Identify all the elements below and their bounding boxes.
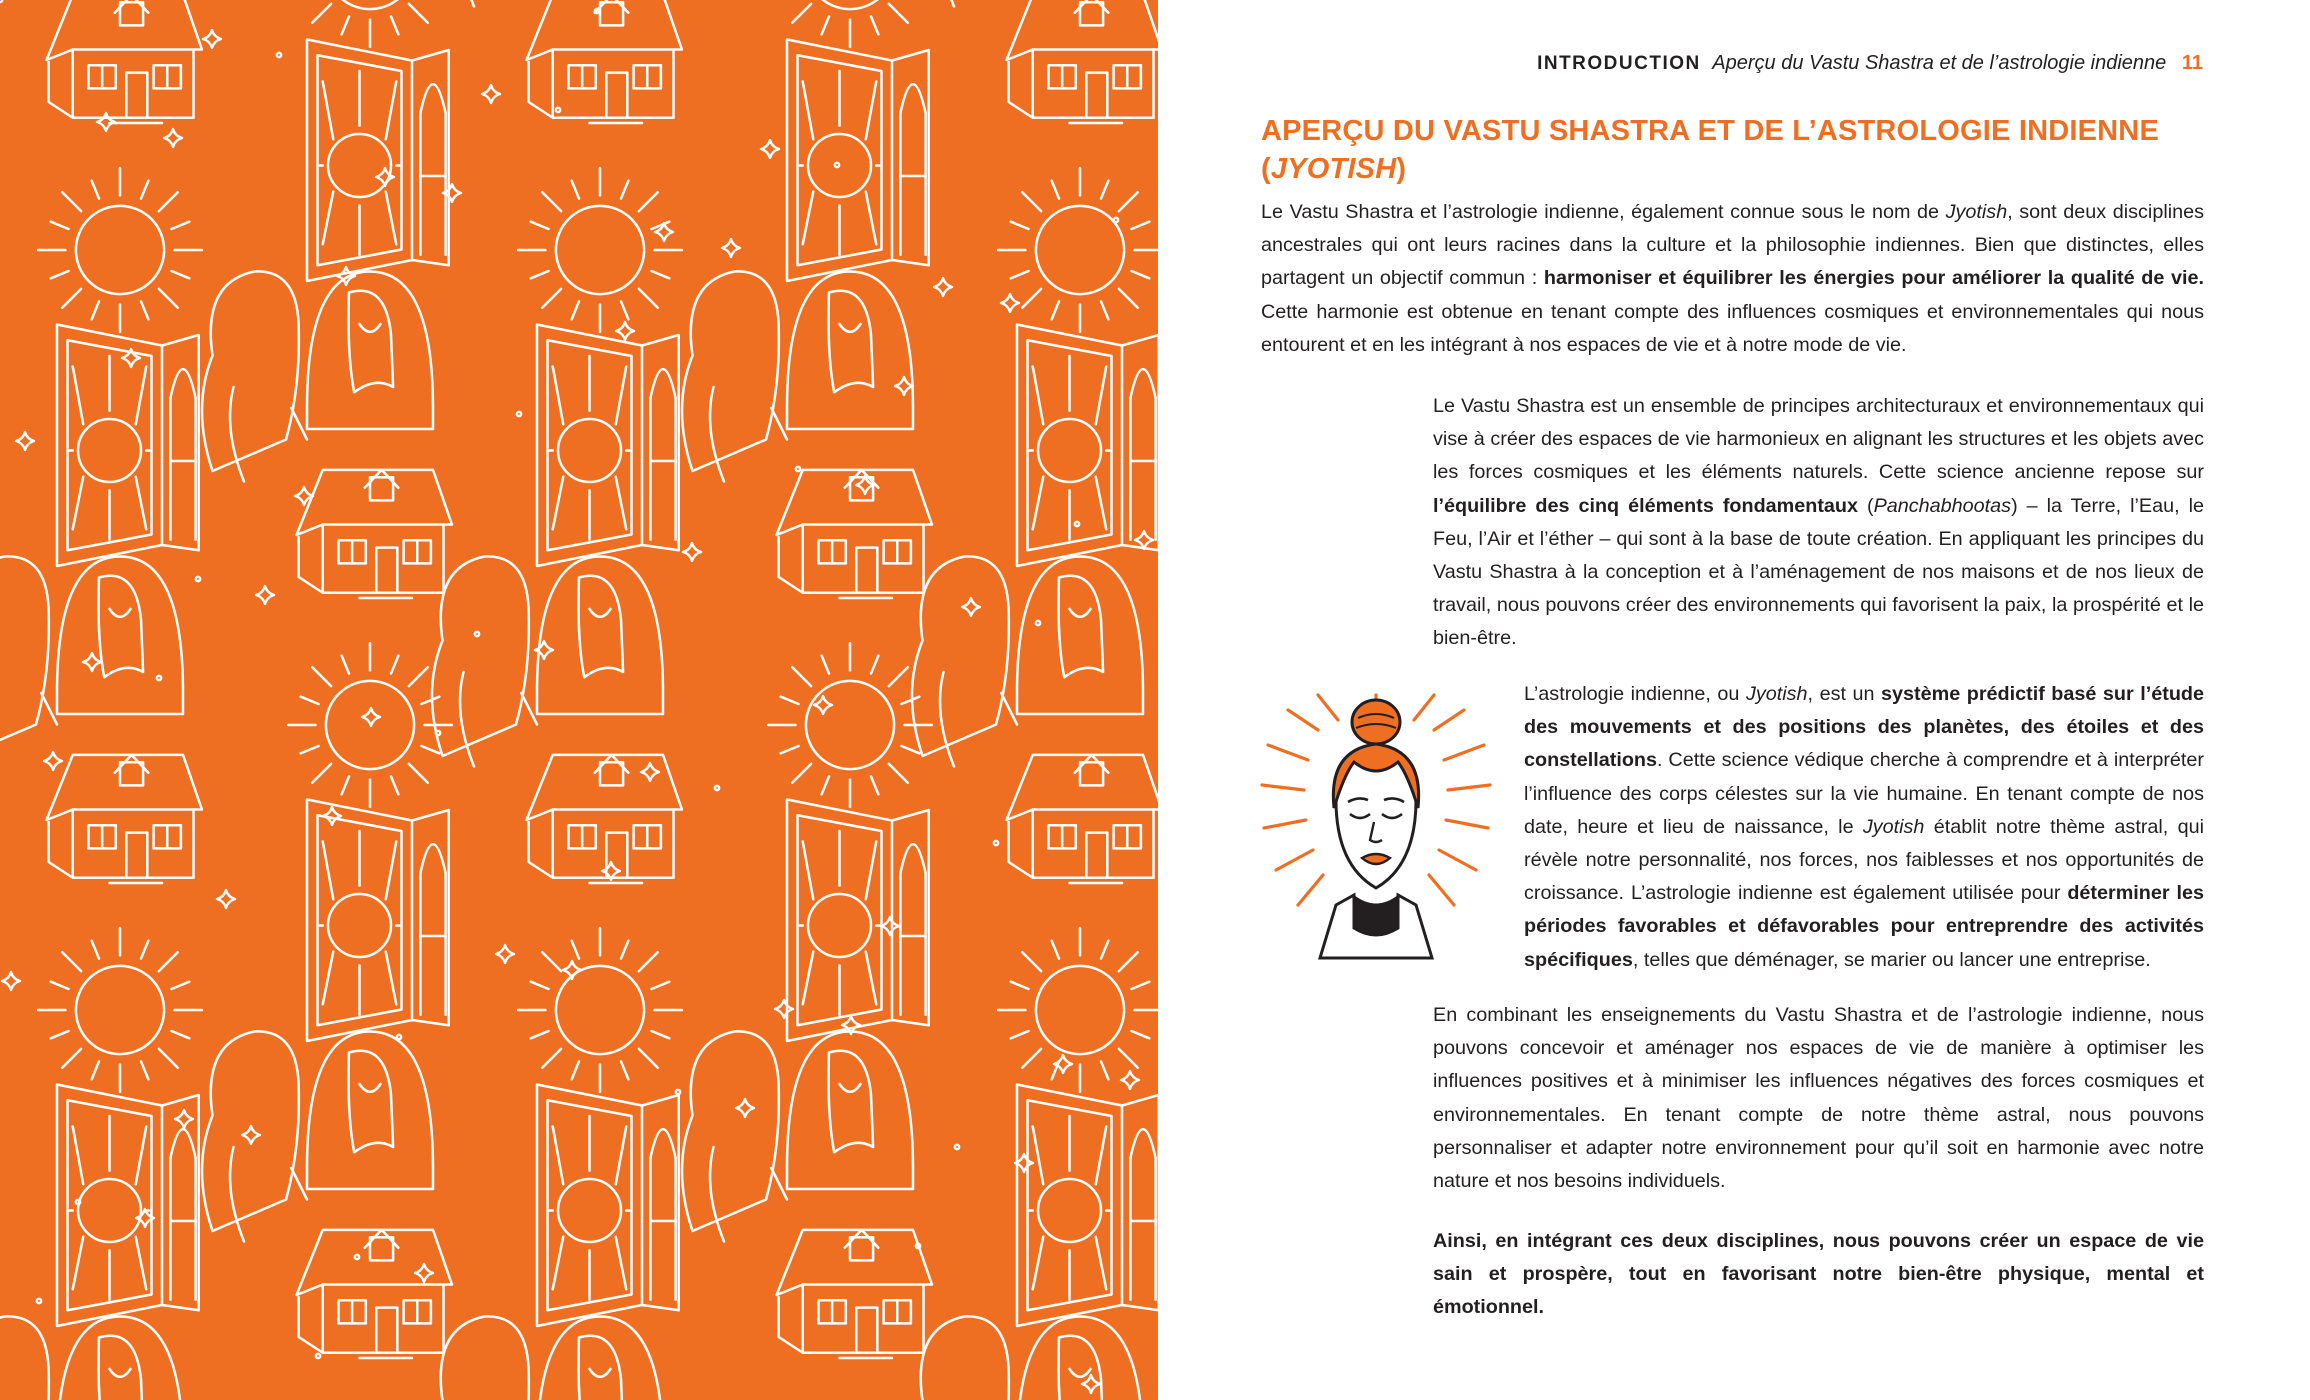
- window-icon: [1017, 1085, 1158, 1327]
- dot-icon: [475, 632, 479, 636]
- house-icon: [527, 0, 682, 123]
- sparkle-icon: [736, 1099, 754, 1117]
- sparkle-icon: [722, 239, 740, 257]
- combination-paragraph: En combinant les enseignements du Vastu Shastra et de l’astrologie indienne, nous pouvons concevoir et aménager nos espaces de vie de manière à optimiser les influences positives et à minimiser les influences négatives des forces cosmiques et environnementales. En tenant compte de notre thème astral, nous pouvons personnaliser et adapter notre environnement pour qu’il soit en harmonie avec notre nature et nos besoins individuels.: [1433, 1004, 2204, 1193]
- p3-emphasis-2: déterminer les périodes favorables et défavorables pour entreprendre des activités spécifiques: [1524, 882, 2205, 971]
- window-icon: [1017, 325, 1158, 567]
- p3-text-i: , telles que déménager, se marier ou lancer une entreprise.: [1632, 948, 2151, 971]
- woman-mirror-icon: [202, 1031, 433, 1241]
- window-icon: [307, 40, 449, 282]
- dot-icon: [517, 412, 521, 416]
- p2-emphasis: l’équilibre des cinq éléments fondamentaux: [1433, 494, 1859, 517]
- p3-term: Jyotish: [1745, 683, 1808, 705]
- sparkle-icon: [242, 1126, 260, 1144]
- woman-mirror-icon: [682, 1031, 913, 1241]
- vastu-paragraph: [1433, 390, 2204, 656]
- dot-icon: [196, 577, 200, 581]
- sparkle-icon: [323, 807, 341, 825]
- woman-mirror-icon: [202, 271, 433, 481]
- jyotish-paragraph: [1524, 678, 2204, 977]
- woman-mirror-icon: [0, 0, 183, 7]
- sparkle-icon: [962, 598, 980, 616]
- house-icon: [47, 755, 202, 883]
- p2-term: Panchabhootas: [1873, 494, 2012, 517]
- p3-term-2: Jyotish: [1862, 815, 1925, 838]
- sparkle-icon: [16, 432, 34, 450]
- house-icon: [1007, 0, 1159, 123]
- dot-icon: [835, 163, 839, 167]
- sparkle-icon: [415, 1264, 433, 1282]
- woman-mirror-icon: [0, 1316, 183, 1400]
- house-icon: [47, 0, 202, 123]
- p1-text-c: , sont deux disciplines ancestrales qui ont leurs racines dans la culture et la philosophie indiennes. Bien que distinctes, elles partagent un objectif commun :: [1261, 201, 2204, 290]
- house-icon: [297, 1230, 452, 1358]
- sparkle-icon: [2, 972, 20, 990]
- p2-text-a: Le Vastu Shastra est un ensemble de principes architecturaux et environnementaux qui vise à créer des espaces de vie harmonieux en alignant les structures et les objets avec les forces cosmiques et les éléments naturels. Cette science ancienne repose sur: [1433, 395, 2204, 484]
- dot-icon: [556, 108, 560, 112]
- conclusion-paragraph: [1433, 1225, 2204, 1325]
- p3-text-a: L’astrologie indienne, ou: [1524, 683, 1746, 705]
- sparkle-icon: [895, 377, 913, 395]
- intro-paragraph: [1261, 196, 2204, 362]
- page-title: [1261, 112, 2181, 188]
- house-icon: [1007, 755, 1159, 883]
- sparkle-icon: [164, 129, 182, 147]
- sun-icon: [518, 168, 682, 332]
- woman-mirror-icon: [912, 1316, 1143, 1400]
- woman-mirror-icon: [432, 1316, 663, 1400]
- sparkle-icon: [1121, 1071, 1139, 1089]
- sun-icon: [38, 168, 202, 332]
- dot-icon: [277, 53, 281, 57]
- dot-icon: [0, 0, 2, 2]
- text-page: [1158, 0, 2310, 1400]
- sparkle-icon: [482, 85, 500, 103]
- window-icon: [537, 325, 679, 567]
- sparkle-icon: [775, 1000, 793, 1018]
- dot-icon: [355, 1255, 359, 1259]
- dot-icon: [796, 467, 800, 471]
- dot-icon: [1075, 522, 1079, 526]
- p1-term: Jyotish: [1945, 201, 2008, 223]
- conclusion-text: Ainsi, en intégrant ces deux disciplines, nous pouvons créer un espace de vie sain et prospère, tout en favorisant notre bien-être physique, mental et émotionnel.: [1433, 1230, 2204, 1319]
- sparkle-icon: [44, 752, 62, 770]
- p3-emphasis-1: système prédictif basé sur l’étude des mouvements et des positions des planètes, des étoiles et des constellations: [1524, 683, 2204, 772]
- dot-icon: [316, 1354, 320, 1358]
- sparkle-icon: [683, 543, 701, 561]
- title-open-paren: (: [1261, 153, 1271, 185]
- house-icon: [527, 755, 682, 883]
- house-icon: [297, 470, 452, 598]
- p3-text-c: , est un: [1807, 683, 1882, 705]
- dot-icon: [676, 1090, 680, 1094]
- sparkle-icon: [175, 1110, 193, 1128]
- house-icon: [777, 1230, 932, 1358]
- dot-icon: [37, 1299, 41, 1303]
- p1-emphasis: harmoniser et équilibrer les énergies pour améliorer la qualité de vie.: [1543, 267, 2204, 290]
- dot-icon: [955, 1145, 959, 1149]
- sparkle-icon: [97, 113, 115, 131]
- sun-icon: [518, 928, 682, 1092]
- p1-text-e: Cette harmonie est obtenue en tenant compte des influences cosmiques et environnementales qui nous entourent et en les intégrant à nos espaces de vie et à notre mode de vie.: [1261, 300, 2204, 356]
- sparkle-icon: [83, 653, 101, 671]
- sparkle-icon: [934, 278, 952, 296]
- title-term: JYOTISH: [1270, 153, 1397, 185]
- p2-text-e: ) – la Terre, l’Eau, le Feu, l’Air et l’éther – qui sont à la base de toute création. En appliquant les principes du Vastu Shastra à la conception et à l’aménagement de nos maisons et de nos lieux de travail, nous pouvons créer des environnements qui favorisent la paix, la prospérité et le bien-être.: [1433, 494, 2204, 650]
- dot-icon: [994, 841, 998, 845]
- dot-icon: [397, 1035, 401, 1039]
- sparkle-icon: [362, 708, 380, 726]
- title-main: APERÇU DU VASTU SHASTRA ET DE L’ASTROLOGIE INDIENNE: [1261, 115, 2159, 147]
- window-icon: [787, 800, 929, 1042]
- dot-icon: [1114, 218, 1118, 222]
- p1-text-a: Le Vastu Shastra et l’astrologie indienne, également connue sous le nom de: [1261, 201, 1946, 223]
- sparkle-icon: [761, 140, 779, 158]
- sun-icon: [998, 928, 1158, 1092]
- window-icon: [787, 40, 929, 282]
- dot-icon: [1036, 621, 1040, 625]
- title-close-paren: ): [1396, 153, 1407, 185]
- sparkle-icon: [1082, 1375, 1100, 1393]
- sparkle-icon: [203, 30, 221, 48]
- dot-icon: [715, 786, 719, 790]
- sparkle-icon: [814, 696, 832, 714]
- window-icon: [307, 800, 449, 1042]
- sun-icon: [38, 928, 202, 1092]
- sparkle-icon: [641, 763, 659, 781]
- dot-icon: [436, 731, 440, 735]
- sun-icon: [998, 168, 1158, 332]
- p2-text-c: (: [1858, 494, 1874, 517]
- woman-mirror-icon: [682, 271, 913, 481]
- window-icon: [537, 1085, 679, 1327]
- sparkle-icon: [563, 961, 581, 979]
- sparkle-icon: [616, 322, 634, 340]
- woman-mirror-icon: [432, 556, 663, 766]
- page-number: 11: [2181, 52, 2203, 74]
- section-label: INTRODUCTION: [1537, 53, 1701, 74]
- house-icon: [777, 470, 932, 598]
- sparkle-icon: [881, 917, 899, 935]
- meditating-woman-icon: [1258, 690, 1494, 960]
- running-head: [1537, 52, 2203, 75]
- p3-text-g: établit notre thème astral, qui révèle notre personnalité, nos forces, nos faiblesses et nos opportunités de croissance. L’astrologie indienne est également utilisée pour: [1524, 815, 2204, 905]
- running-subtitle: Aperçu du Vastu Shastra et de l’astrologie indienne: [1712, 52, 2167, 74]
- dot-icon: [157, 676, 161, 680]
- sparkle-icon: [217, 890, 235, 908]
- sparkle-icon: [496, 945, 514, 963]
- sparkle-icon: [1001, 294, 1019, 312]
- sun-icon: [768, 643, 932, 807]
- woman-mirror-icon: [912, 556, 1143, 766]
- sparkle-icon: [256, 586, 274, 604]
- woman-mirror-icon: [0, 556, 183, 766]
- p3-text-e: . Cette science védique cherche à comprendre et à interpréter l’influence des corps célestes sur la vie humaine. En tenant compte de nos date, heure et lieu de naissance, le: [1524, 749, 2204, 838]
